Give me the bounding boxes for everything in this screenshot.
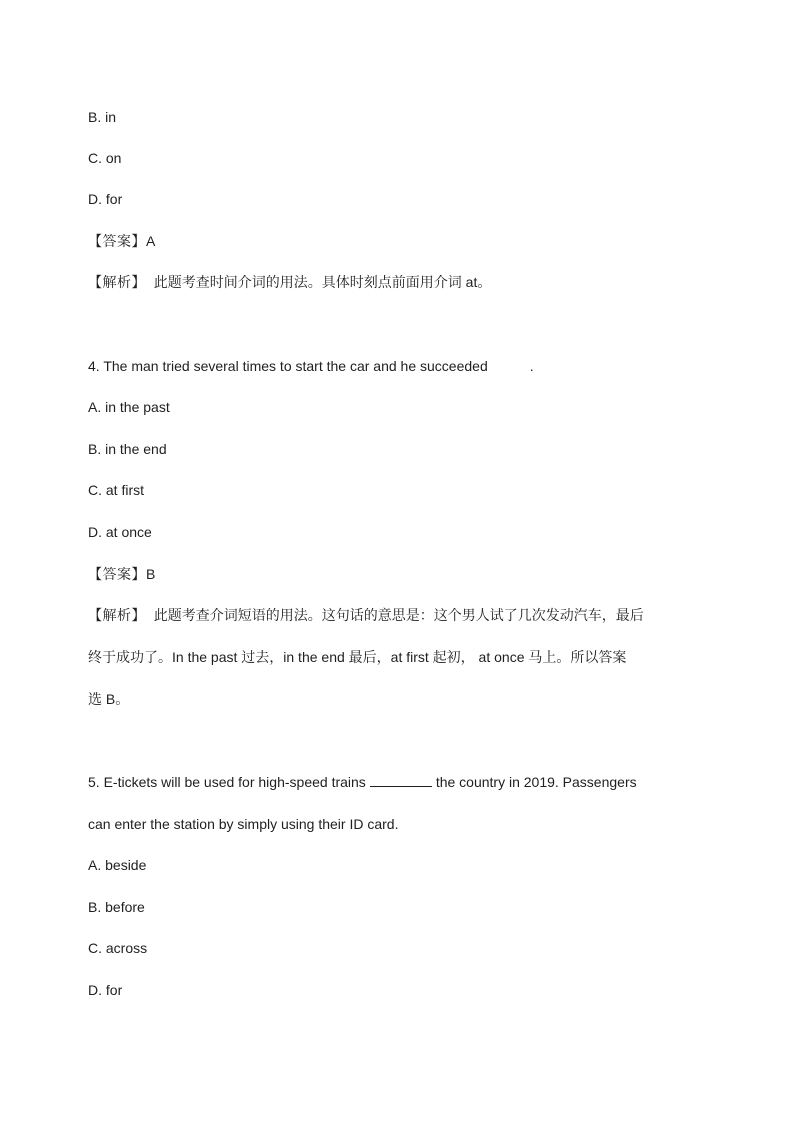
analysis-line-3: 选 B。 [88,691,130,707]
option-d: D. at once [88,524,152,540]
answer-blank [370,774,432,787]
analysis-line-2: 终于成功了。In the past 过去，in the end 最后，at first 起初， at once 马上。所以答案 [88,649,627,665]
question-stem-text: 5. E-tickets will be used for high-speed trains [88,774,366,790]
answer-line [88,232,155,250]
option-d: D. for [88,191,123,207]
option-c: C. on [88,150,122,166]
option-b: B. in [88,109,117,125]
option-c: C. at first [88,482,145,498]
question-stem-text: 4. The man tried several times to start the car and he succeeded [88,358,488,374]
analysis-tag: 【解析】 [88,607,146,623]
analysis-tag: 【解析】 [88,274,146,290]
question-stem-end: the country in 2019. Passengers [435,774,637,790]
option-a: A. in the past [88,399,170,415]
answer-value: B [146,566,156,582]
analysis-line [88,273,491,291]
answer-tag: 【答案】 [88,233,146,249]
answer-tag: 【答案】 [88,566,146,582]
answer-line [88,565,155,583]
option-b: B. before [88,899,145,915]
option-a: A. beside [88,857,147,873]
question-stem [88,357,534,375]
question-stem-end: . [529,358,534,374]
analysis-line [88,606,644,624]
analysis-text: 此题考查介词短语的用法。这句话的意思是：这个男人试了几次发动汽车，最后 [153,607,644,623]
option-b: B. in the end [88,441,167,457]
answer-value: A [146,233,156,249]
analysis-text: 此题考查时间介词的用法。具体时刻点前面用介词 at。 [153,274,492,290]
question-stem [88,773,637,791]
option-d: D. for [88,982,123,998]
question-stem-line-2: can enter the station by simply using their ID card. [88,816,399,832]
option-c: C. across [88,940,148,956]
